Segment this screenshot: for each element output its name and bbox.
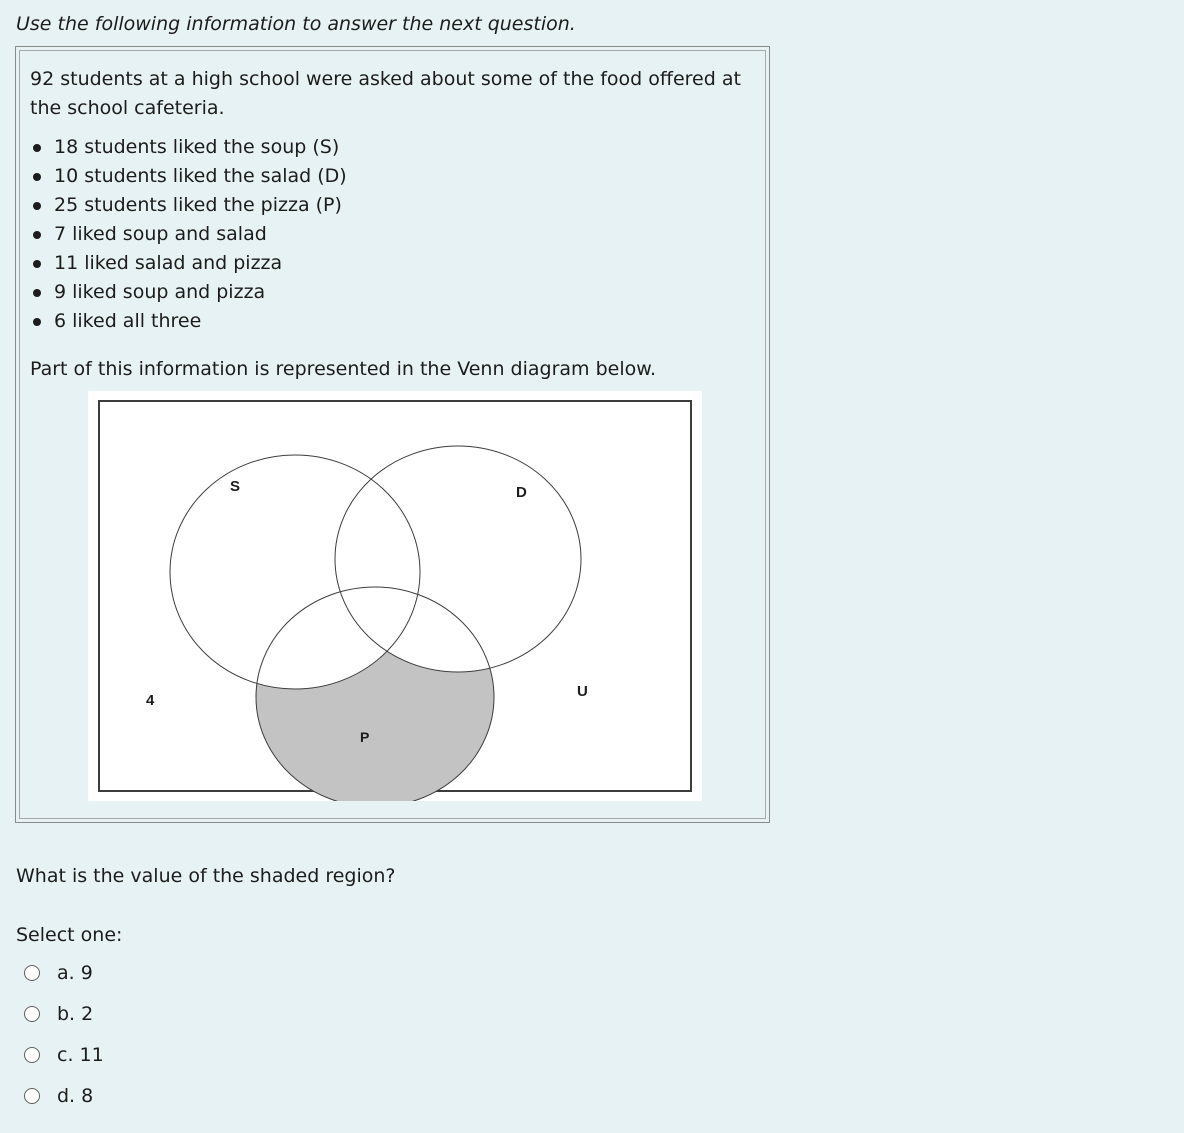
fact-item: 9 liked soup and pizza — [30, 278, 347, 307]
fact-item: 11 liked salad and pizza — [30, 249, 347, 278]
intro-text: 92 students at a high school were asked about some of the food offered at the school cafeteria. — [30, 68, 741, 119]
option-label: c. 11 — [57, 1043, 104, 1066]
fact-item: 18 students liked the soup (S) — [30, 133, 347, 162]
option-c[interactable] — [24, 1034, 104, 1075]
venn-caption: Part of this information is represented in the Venn diagram below. — [30, 358, 657, 380]
fact-item: 10 students liked the salad (D) — [30, 162, 347, 191]
label-s: S — [230, 478, 241, 495]
question-text: What is the value of the shaded region? — [16, 865, 396, 887]
info-panel-inner — [19, 50, 766, 819]
fact-item: 25 students liked the pizza (P) — [30, 191, 347, 220]
fact-item: 6 liked all three — [30, 307, 347, 336]
instruction-text: Use the following information to answer the next question. — [16, 13, 576, 35]
option-a[interactable] — [24, 952, 104, 993]
option-label: d. 8 — [57, 1084, 94, 1107]
radio-button-a[interactable] — [24, 965, 40, 981]
venn-diagram — [88, 391, 702, 801]
fact-item: 7 liked soup and salad — [30, 220, 347, 249]
label-u: U — [577, 683, 588, 700]
select-one-label: Select one: — [16, 924, 123, 946]
answer-options — [24, 952, 104, 1116]
label-d: D — [516, 484, 527, 501]
option-label: a. 9 — [57, 961, 93, 984]
option-b[interactable] — [24, 993, 104, 1034]
info-panel — [15, 46, 770, 823]
outside-value: 4 — [146, 692, 155, 709]
label-p: P — [360, 729, 370, 745]
radio-button-b[interactable] — [24, 1006, 40, 1022]
option-label: b. 2 — [57, 1002, 94, 1025]
radio-button-d[interactable] — [24, 1088, 40, 1104]
option-d[interactable] — [24, 1075, 104, 1116]
radio-button-c[interactable] — [24, 1047, 40, 1063]
facts-list — [30, 133, 347, 336]
